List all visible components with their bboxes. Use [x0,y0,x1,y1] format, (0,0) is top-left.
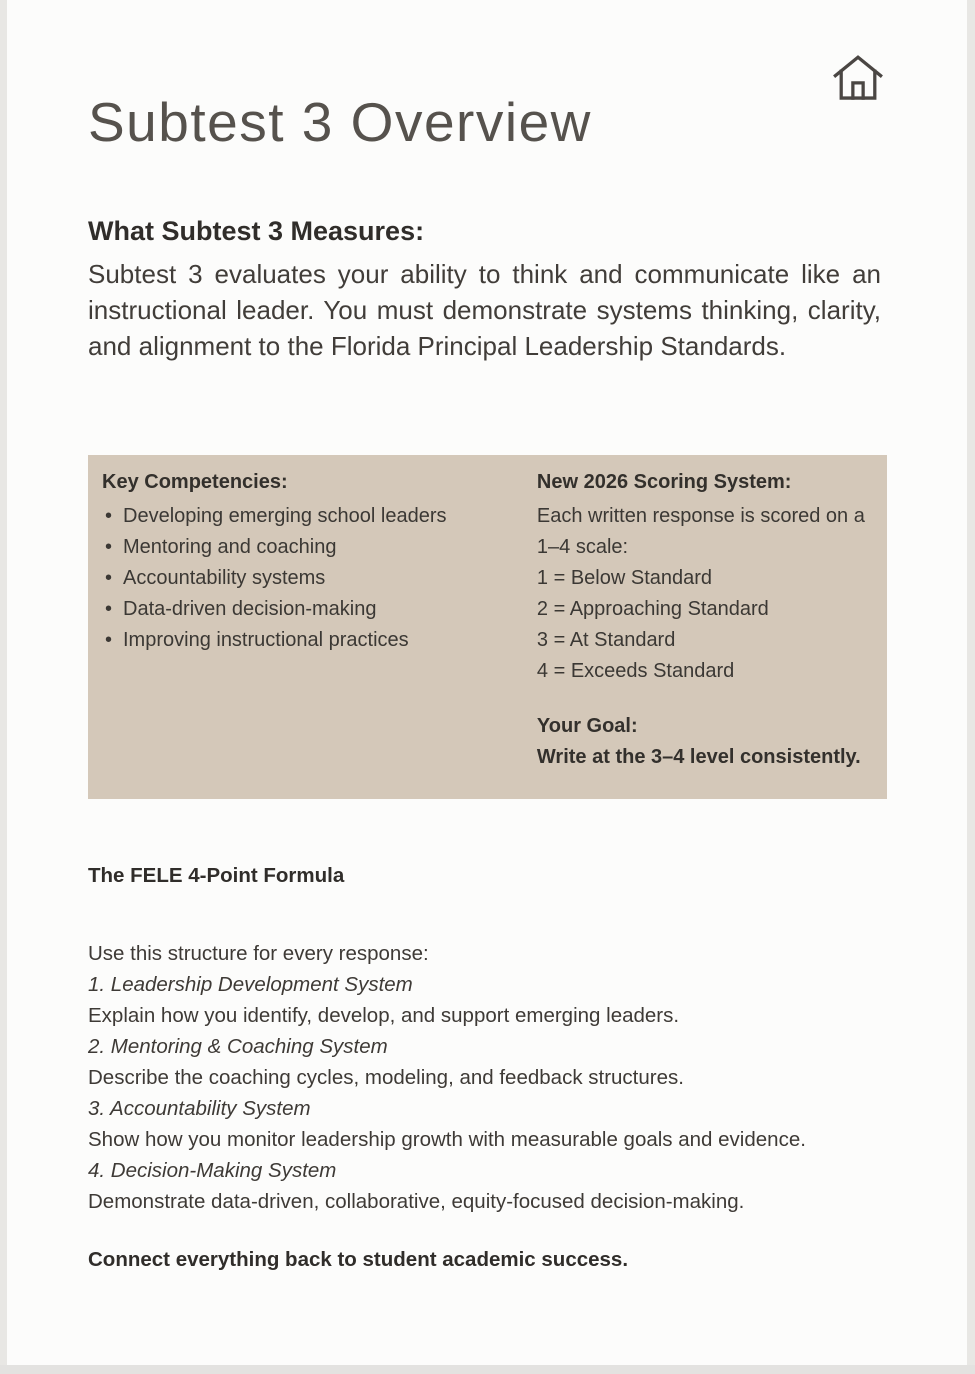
step-desc: Demonstrate data-driven, collaborative, equity-focused decision-making. [88,1190,745,1213]
formula-step [88,1155,888,1217]
formula-step [88,1031,888,1093]
scoring-intro: Each written response is scored on a 1–4 scale: [536,505,865,558]
measures-heading: What Subtest 3 Measures: [88,216,425,246]
goal-heading: Your Goal: [536,715,638,737]
competencies-heading: Key Competencies: [102,471,288,493]
page-edge-bottom [0,1365,975,1374]
scale-line: 4 = Exceeds Standard [536,660,735,682]
competencies-list [102,501,537,656]
formula-heading: The FELE 4-Point Formula [88,864,345,887]
measures-section [88,216,881,364]
measures-body: Subtest 3 evaluates your ability to think and communicate like an instructional leader. You must demonstrate systems thinking, clarity, and alignment to the Florida Principal Leadership Standards. [88,259,881,361]
page-edge-left [0,0,7,1374]
scale-line: 1 = Below Standard [536,567,713,589]
step-title: 2. Mentoring & Coaching System [88,1035,388,1058]
formula-section [88,860,888,1275]
step-title: 1. Leadership Development System [88,973,413,996]
list-item: • Developing emerging school leaders [102,501,537,532]
step-title: 4. Decision-Making System [88,1159,337,1182]
step-desc: Describe the coaching cycles, modeling, and feedback structures. [88,1066,684,1089]
home-icon [827,50,889,106]
home-button[interactable] [827,50,889,106]
step-title: 3. Accountability System [88,1097,311,1120]
goal-body: Write at the 3–4 level consistently. [536,746,861,768]
page-title: Subtest 3 Overview [88,91,592,153]
scoring-heading: New 2026 Scoring System: [536,471,792,493]
formula-step [88,1093,888,1155]
step-desc: Explain how you identify, develop, and support emerging leaders. [88,1004,680,1027]
step-desc: Show how you monitor leadership growth with measurable goals and evidence. [88,1128,806,1151]
list-item: • Data-driven decision-making [102,594,537,625]
scale-line: 2 = Approaching Standard [536,598,769,620]
formula-intro: Use this structure for every response: [88,942,429,965]
competencies-column [102,471,537,773]
formula-step [88,969,888,1031]
list-item: • Mentoring and coaching [102,532,537,563]
formula-footer: Connect everything back to student academic success. [88,1248,629,1271]
list-item: • Accountability systems [102,563,537,594]
list-item: • Improving instructional practices [102,625,537,656]
page-edge-right [967,0,975,1374]
scale-line: 3 = At Standard [536,629,676,651]
scoring-column [537,471,865,773]
info-box [88,455,887,799]
